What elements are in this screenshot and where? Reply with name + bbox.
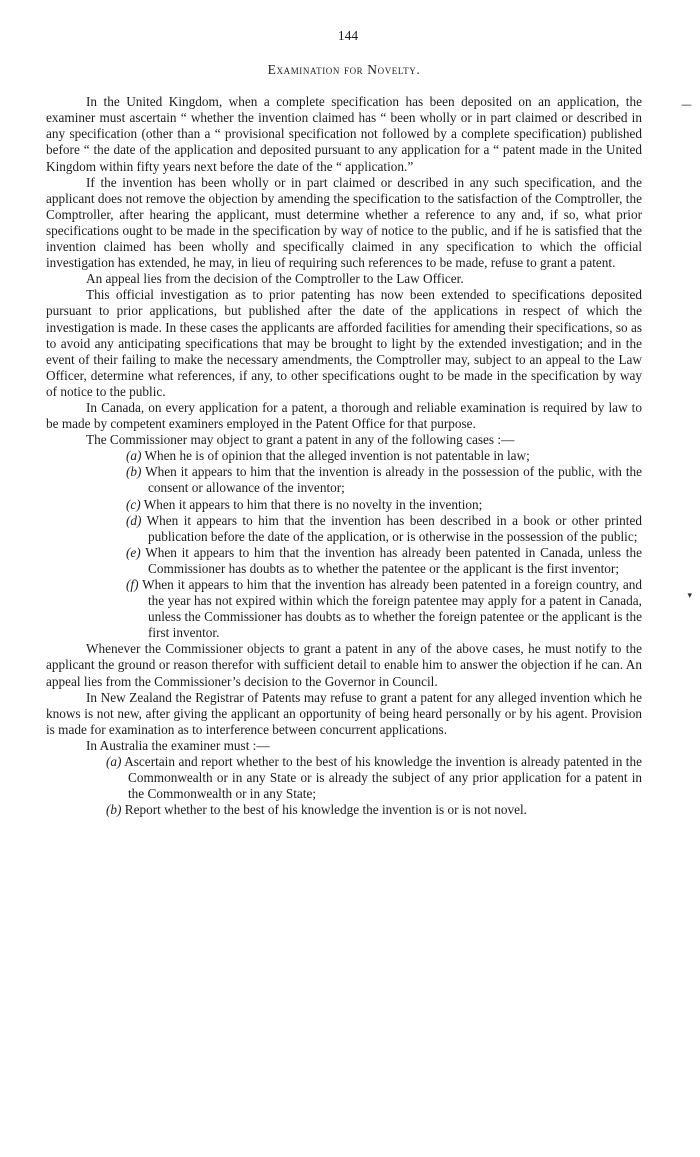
item-label: (a) (106, 754, 122, 770)
case-label: (e) (126, 544, 141, 560)
case-text: When he is of opinion that the alleged invention is not patentable in law; (144, 448, 530, 464)
australia-item-b (46, 802, 642, 818)
paragraph-canada-intro: In Canada, on every application for a patent, a thorough and reliable examination is required by law to be made by competent examiners employed in the Patent Office for that purpose. (46, 399, 642, 432)
case-text: When it appears to him that the invention has already been patented in a foreign country, and the year has not expired within which the foreign patentee may apply for a patent in Canada, unless the Commissioner has doubts as to whether the foreign patentee or the applicant is the first inventor. (142, 577, 642, 641)
paragraph-new-zealand: In New Zealand the Registrar of Patents may refuse to grant a patent for any alleged invention which he knows is not new, after giving the applicant an opportunity of being heard personally or by his agent. Provision is made for examination as to interference between concurrent applications. (46, 689, 642, 737)
page-number: 144 (337, 28, 359, 43)
margin-dash-mark: — (681, 98, 692, 111)
paragraph-uk-objection: If the invention has been wholly or in part claimed or described in any such specification, and the applicant does not remove the objection by amending the specification to the satisfaction of the Comptroller, the Comptroller, after hearing the applicant, must determine whether a reference to any and, if so, what prior specifications ought to be made in the specification by way of notice to the public, and if he is satisfied that the invention claimed has been wholly and specifically claimed in any specification to which the official investigation has extended, he may, in lieu of requiring such references to be made, refuse to grant a patent. (46, 174, 642, 271)
case-label: (c) (126, 496, 141, 512)
canada-case-b (46, 464, 642, 496)
case-text: When it appears to him that the invention has already been patented in Canada, unless the Commissioner has doubts as to whether the patentee or the applicant is the first inventor; (145, 544, 642, 576)
item-label: (b) (106, 802, 122, 818)
paragraph-australia-intro: In Australia the examiner must :— (86, 737, 270, 753)
canada-case-e (46, 545, 642, 577)
margin-arrow-mark: ▾ (687, 591, 692, 601)
case-text: When it appears to him that there is no novelty in the invention; (143, 496, 483, 512)
paragraph-uk-examination: In the United Kingdom, when a complete specification has been deposited on an application, the examiner must ascertain “ whether the invention claimed has “ been wholly or in part claimed or described in any specification (other than a “ provisional specification not followed by a complete specification) published before “ the date of the application and deposited pursuant to any application for a “ patent made in the United Kingdom within fifty years next before the date of the “ application.” (46, 94, 642, 174)
canada-case-a (46, 448, 642, 464)
section-heading: Examination for Novelty. (267, 62, 421, 78)
canada-case-d (46, 513, 642, 545)
case-text: When it appears to him that the invention is already in the possession of the public, with the consent or allowance of the inventor; (145, 464, 643, 496)
case-label: (d) (126, 512, 142, 528)
paragraph-uk-appeal: An appeal lies from the decision of the Comptroller to the Law Officer. (86, 271, 464, 287)
case-label: (a) (126, 448, 142, 464)
case-text: When it appears to him that the invention has been described in a book or other printed publication before the date of the application, or is otherwise in the possession of the public; (146, 512, 642, 544)
paragraph-canada-notify: Whenever the Commissioner objects to grant a patent in any of the above cases, he must notify to the applicant the ground or reason therefor with sufficient detail to enable him to answer the objection if he can. An appeal lies from the Commissioner’s decision to the Governor in Council. (46, 641, 642, 689)
case-label: (f) (126, 577, 139, 592)
item-text: Report whether to the best of his knowledge the invention is or is not novel. (124, 802, 527, 818)
case-label: (b) (126, 464, 142, 480)
australia-item-a (46, 754, 642, 802)
canada-case-c (46, 497, 642, 513)
document-page (46, 28, 642, 818)
paragraph-canada-cases: The Commissioner may object to grant a patent in any of the following cases :— (86, 432, 515, 448)
paragraph-uk-extension: This official investigation as to prior patenting has now been extended to specifications deposited pursuant to prior applications, but published after the date of the applications in respect of which the investigation is made. In these cases the applicants are afforded facilities for amending their specifications, so as to avoid any anticipating specifications that may be brought to light by the extended investigation; and in the event of their failing to make the necessary amendments, the Comptroller may, subject to an appeal to the Law Officer, determine what references, if any, to other specifications ought to be made in the specification by way of notice to the public. (46, 287, 642, 399)
canada-case-f (46, 577, 642, 641)
item-text: Ascertain and report whether to the best of his knowledge the invention is already patented in the Commonwealth or in any State or is already the subject of any prior application for a patent in the Commonwealth or in any State; (124, 754, 642, 802)
